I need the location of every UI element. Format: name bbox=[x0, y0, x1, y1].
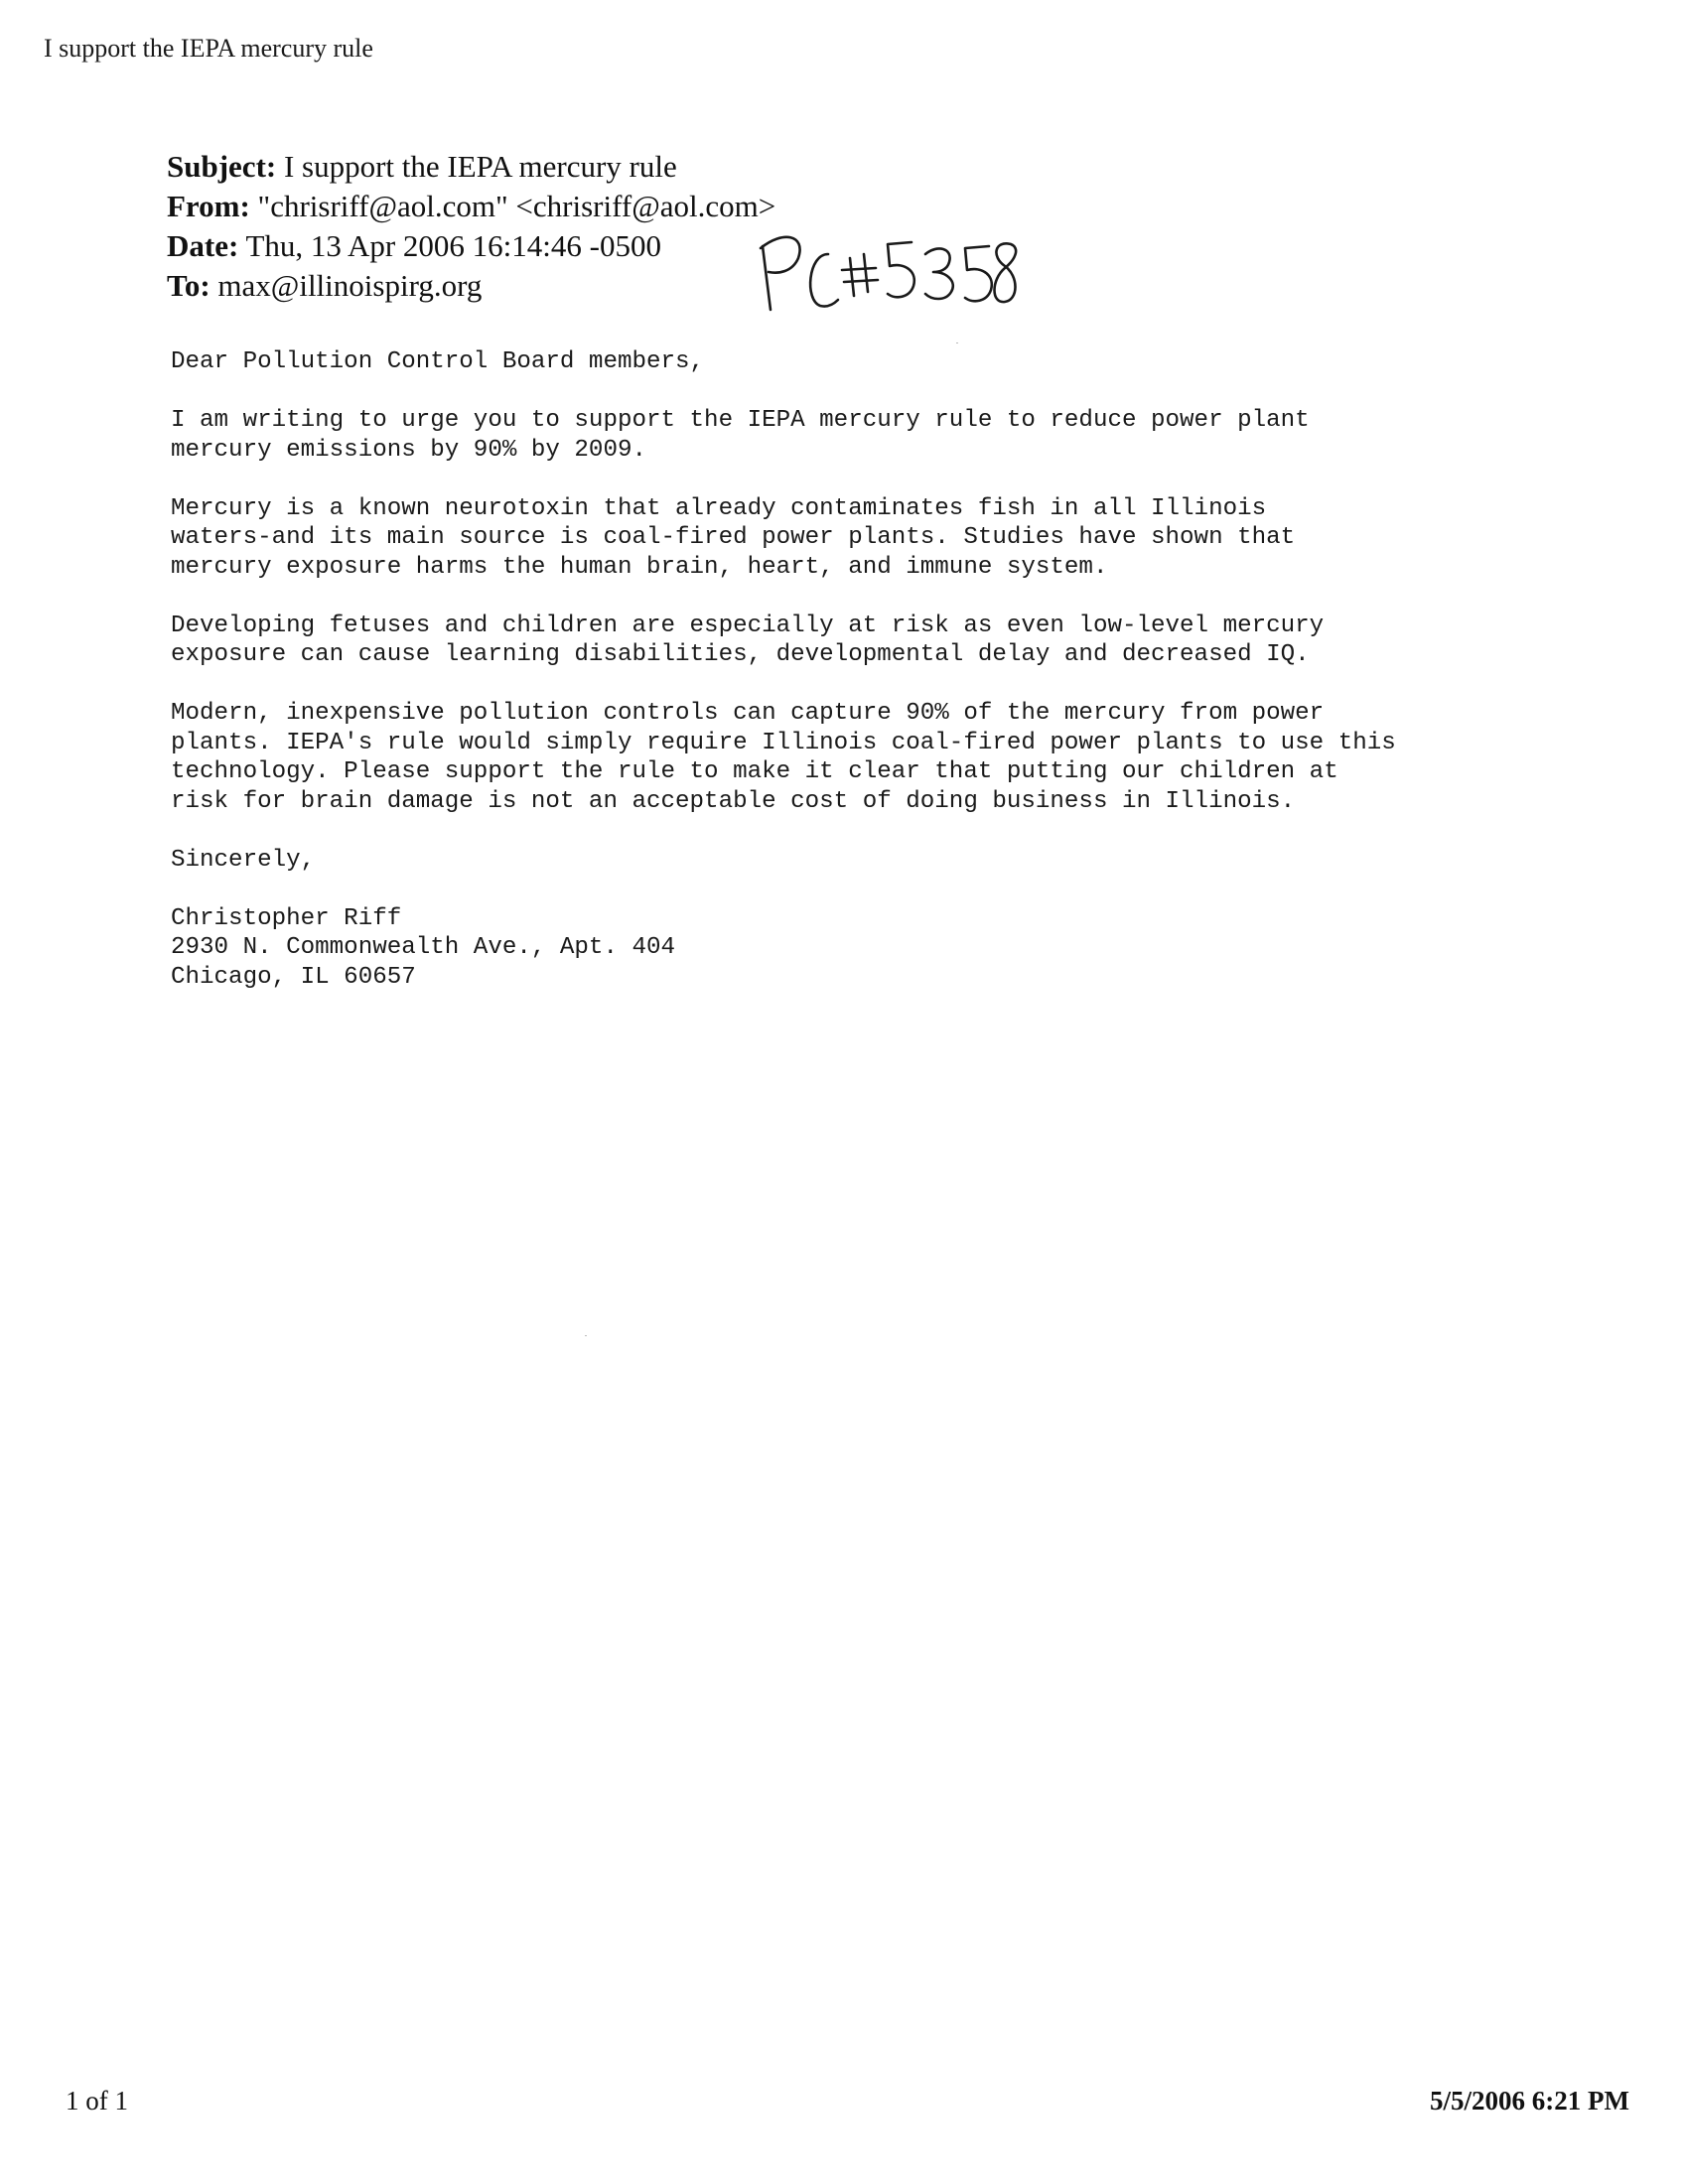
body-paragraph-1: I am writing to urge you to support the IEPA mercury rule to reduce power plant mercury emissions by 90% by 2009. bbox=[171, 407, 1310, 464]
body-paragraph-2: Mercury is a known neurotoxin that already contaminates fish in all Illinois waters-and its main source is coal-fired power plants. Studies have shown that mercury exposure harms the human brain, heart, and immune system. bbox=[171, 494, 1296, 581]
date-value: Thu, 13 Apr 2006 16:14:46 -0500 bbox=[245, 228, 661, 263]
subject-label: Subject: bbox=[167, 149, 277, 184]
handwritten-pc-number-drawing bbox=[755, 224, 1023, 334]
signature-address-line-1: 2930 N. Commonwealth Ave., Apt. 404 bbox=[171, 934, 676, 961]
date-label: Date: bbox=[167, 228, 239, 263]
page-header-title: I support the IEPA mercury rule bbox=[44, 34, 373, 63]
from-row bbox=[167, 187, 775, 226]
scan-speck bbox=[956, 342, 958, 343]
signature-address-line-2: Chicago, IL 60657 bbox=[171, 963, 416, 991]
closing: Sincerely, bbox=[171, 846, 316, 874]
subject-row bbox=[167, 147, 775, 187]
to-label: To: bbox=[167, 268, 210, 303]
body-paragraph-4: Modern, inexpensive pollution controls can capture 90% of the mercury from power plants. IEPA's rule would simply require Illinois coal-fired power plants to use this technology. Please support the rule to make it clear that putting our children at risk for brain damage is not an acceptable cost of doing business in Illinois. bbox=[171, 700, 1396, 815]
subject-value: I support the IEPA mercury rule bbox=[283, 149, 677, 184]
footer-page-count: 1 of 1 bbox=[66, 2086, 128, 2116]
from-value: "chrisriff@aol.com" <chrisriff@aol.com> bbox=[257, 189, 776, 223]
handwritten-pc-number bbox=[755, 224, 1023, 334]
greeting: Dear Pollution Control Board members, bbox=[171, 348, 705, 375]
scan-speck bbox=[585, 1335, 587, 1336]
date-row bbox=[167, 226, 775, 266]
body-paragraph-3: Developing fetuses and children are especially at risk as even low-level mercury exposure can cause learning disabilities, developmental delay and decreased IQ. bbox=[171, 612, 1325, 668]
email-body bbox=[171, 347, 1561, 992]
signature-name: Christopher Riff bbox=[171, 904, 402, 932]
to-row bbox=[167, 266, 775, 306]
from-label: From: bbox=[167, 189, 250, 223]
email-headers bbox=[167, 147, 775, 306]
to-value: max@illinoispirg.org bbox=[217, 268, 483, 303]
footer-printed-timestamp: 5/5/2006 6:21 PM bbox=[1430, 2086, 1629, 2116]
